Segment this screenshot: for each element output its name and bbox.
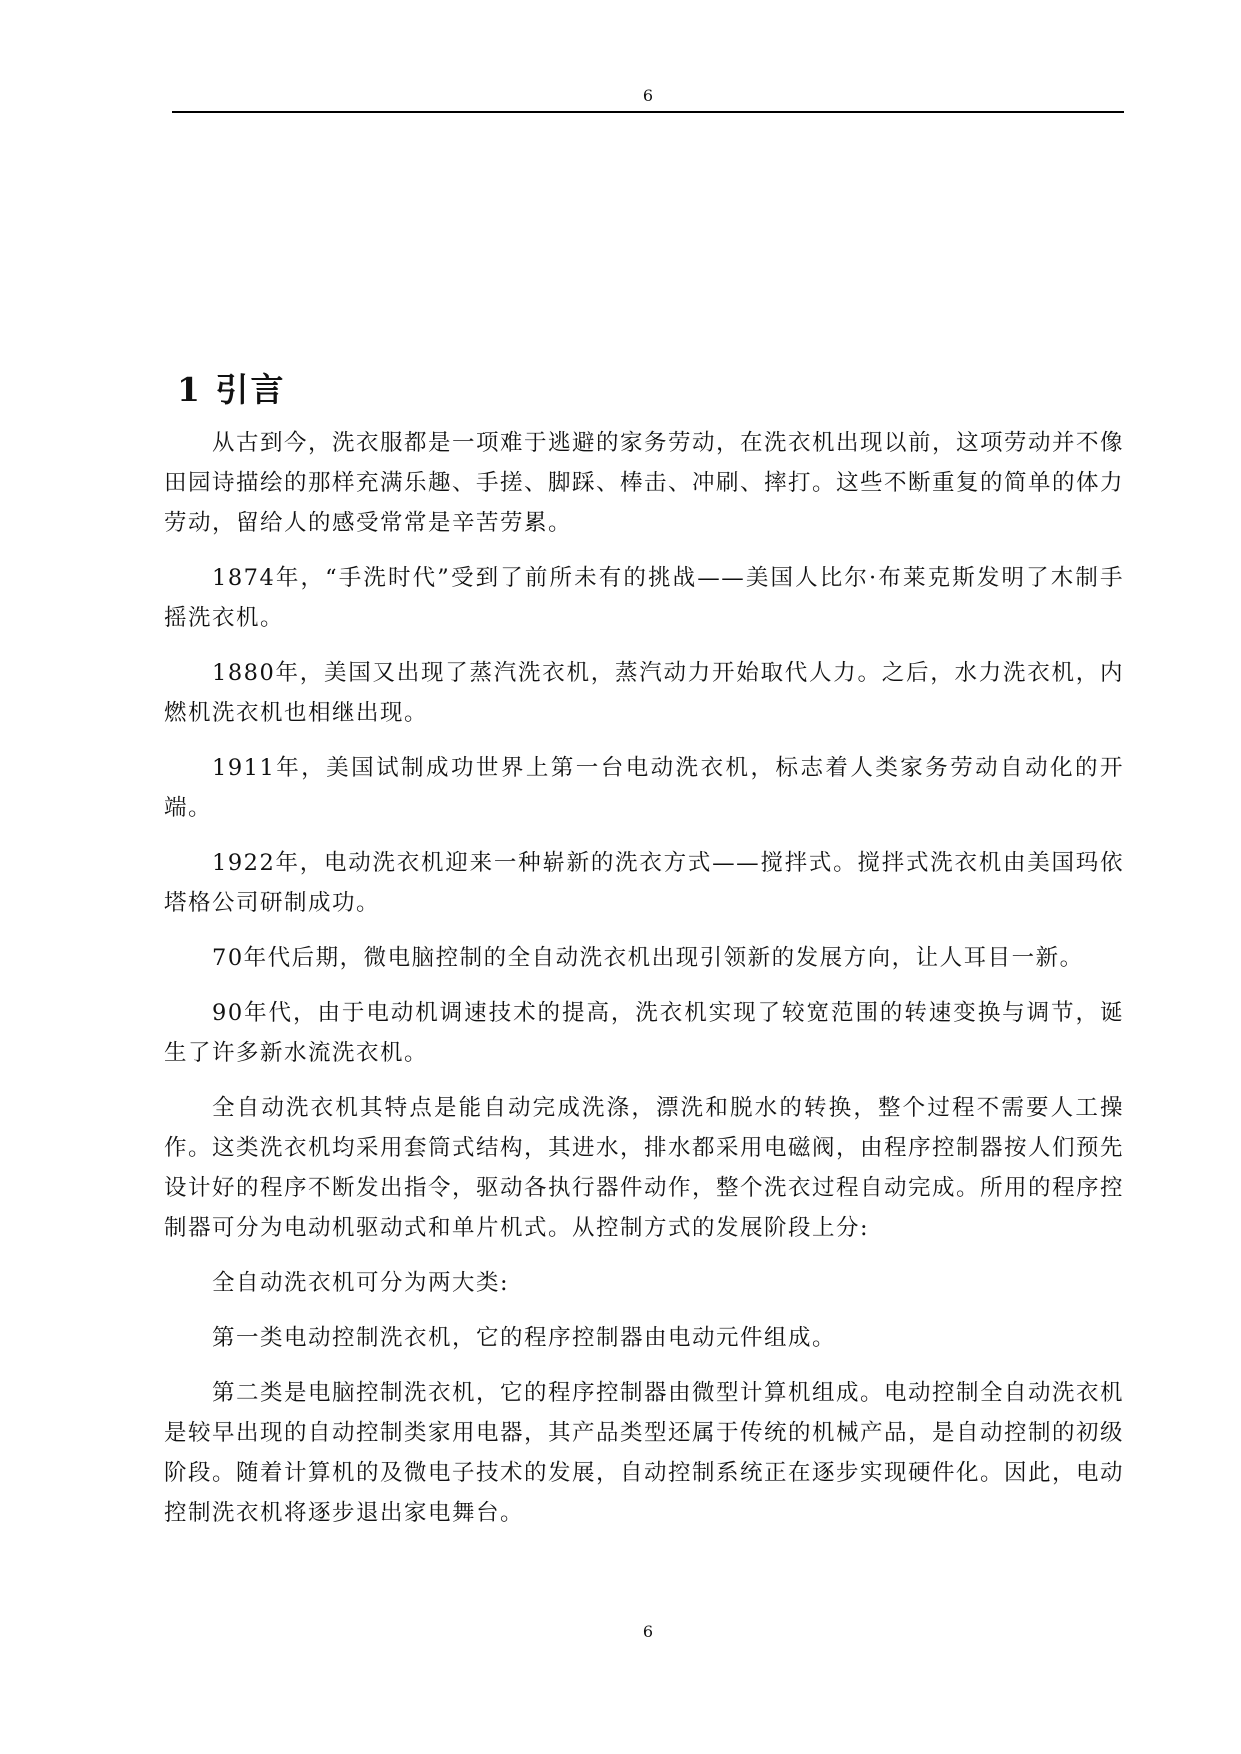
header-rule bbox=[172, 111, 1124, 113]
paragraph: 90年代，由于电动机调速技术的提高，洗衣机实现了较宽范围的转速变换与调节，诞生了许多新水流洗衣机。 bbox=[164, 1000, 1124, 1066]
paragraph: 1911年，美国试制成功世界上第一台电动洗衣机，标志着人类家务劳动自动化的开端。 bbox=[164, 755, 1124, 821]
paragraph: 全自动洗衣机其特点是能自动完成洗涤，漂洗和脱水的转换，整个过程不需要人工操作。这类洗衣机均采用套筒式结构，其进水，排水都采用电磁阀，由程序控制器按人们预先设计好的程序不断发出指令，驱动各执行器件动作，整个洗衣过程自动完成。所用的程序控制器可分为电动机驱动式和单片机式。从控制方式的发展阶段上分: bbox=[164, 1095, 1125, 1241]
body-text bbox=[164, 423, 1124, 1548]
paragraph: 70年代后期，微电脑控制的全自动洗衣机出现引领新的发展方向，让人耳目一新。 bbox=[212, 945, 1084, 971]
paragraph: 1922年，电动洗衣机迎来一种崭新的洗衣方式——搅拌式。搅拌式洗衣机由美国玛依塔格公司研制成功。 bbox=[164, 850, 1124, 916]
paragraph: 第一类电动控制洗衣机，它的程序控制器由电动元件组成。 bbox=[212, 1325, 837, 1351]
paragraph: 1880年，美国又出现了蒸汽洗衣机，蒸汽动力开始取代人力。之后，水力洗衣机，内燃机洗衣机也相继出现。 bbox=[164, 660, 1124, 726]
paragraph: 全自动洗衣机可分为两大类: bbox=[212, 1270, 510, 1296]
paragraph: 第二类是电脑控制洗衣机，它的程序控制器由微型计算机组成。电动控制全自动洗衣机是较早出现的自动控制类家用电器，其产品类型还属于传统的机械产品，是自动控制的初级阶段。随着计算机的及微电子技术的发展，自动控制系统正在逐步实现硬件化。因此，电动控制洗衣机将逐步退出家电舞台。 bbox=[164, 1380, 1125, 1526]
chapter-title: 1 引言 bbox=[177, 370, 286, 410]
paragraph: 从古到今，洗衣服都是一项难于逃避的家务劳动，在洗衣机出现以前，这项劳动并不像田园诗描绘的那样充满乐趣、手搓、脚踩、棒击、冲刷、摔打。这些不断重复的简单的体力劳动，留给人的感受常常是辛苦劳累。 bbox=[164, 430, 1125, 536]
paragraph: 1874年，“手洗时代”受到了前所未有的挑战——美国人比尔·布莱克斯发明了木制手摇洗衣机。 bbox=[164, 565, 1124, 631]
page-footer-number: 6 bbox=[642, 1622, 654, 1641]
page-header-number: 6 bbox=[642, 86, 654, 105]
